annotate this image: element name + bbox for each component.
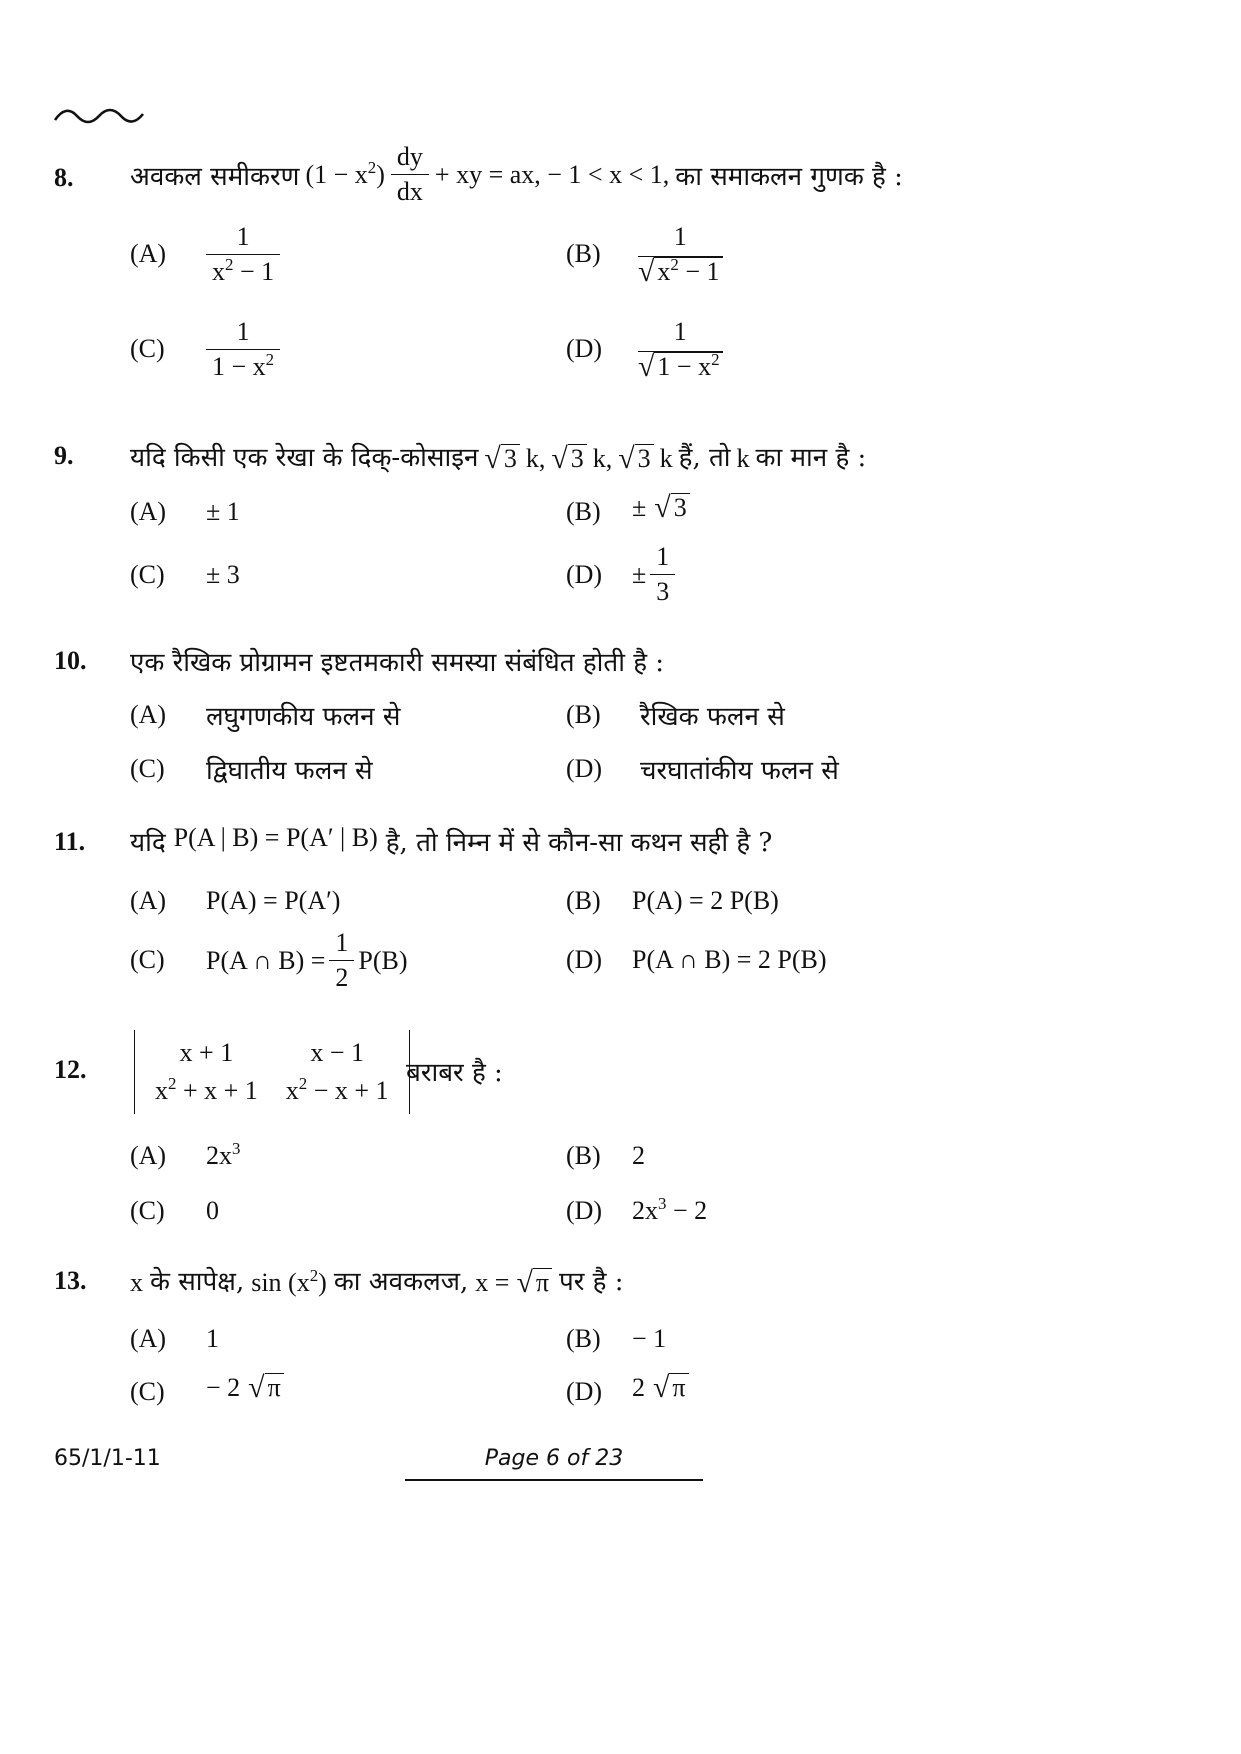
- q13-option-c-value: − 2 √ π: [206, 1373, 284, 1403]
- q13-option-c-label: (C): [130, 1377, 165, 1406]
- question-13-number: 13.: [54, 1266, 87, 1295]
- dy-dx-fraction: $\frac{dy}{dx}$: [391, 142, 429, 207]
- q8-option-a-value: $\frac{1}{x^2 - 1}$: [206, 222, 280, 287]
- q12-option-b-value: 2: [632, 1141, 645, 1170]
- q12-option-c-label: (C): [130, 1196, 165, 1225]
- q13-option-b-label: (B): [566, 1324, 601, 1353]
- paper-code: 65/1/1-11: [54, 1446, 161, 1471]
- q8-option-c-label: (C): [130, 334, 165, 363]
- q10-option-a-label: (A): [130, 700, 167, 729]
- question-9-text: यदि किसी एक रेखा के दिक्-कोसाइन √ 3 k, √ 3 k, √ 3 k हैं, तो k का मान है :: [130, 442, 867, 476]
- q10-option-d-label: (D): [566, 754, 603, 783]
- q8-option-a-label: (A): [130, 239, 167, 268]
- q8-option-b-label: (B): [566, 239, 601, 268]
- question-13-text: x के सापेक्ष, $\sin (x^2)$ का अवकलज, x = √ π पर है :: [130, 1265, 624, 1300]
- wave-ornament-icon: [52, 100, 147, 130]
- det-a12: x − 1: [310, 1038, 364, 1067]
- question-10-number: 10.: [54, 646, 87, 675]
- question-8-number: 8.: [54, 163, 74, 192]
- q12-option-b-label: (B): [566, 1141, 601, 1170]
- q8-option-b-value: 1 √ $x^2 - 1$: [632, 222, 729, 288]
- q8-option-d-value: 1 √ $1 - x^2$: [632, 317, 729, 383]
- footer-rule: [405, 1479, 703, 1481]
- q13-option-d-label: (D): [566, 1377, 603, 1406]
- q11-option-c-value: P(A ∩ B) = $\frac{1}{2}$ P(B): [206, 928, 408, 992]
- page-number: Page 6 of 23: [484, 1446, 624, 1471]
- q11-option-d-value: P(A ∩ B) = 2 P(B): [632, 945, 827, 974]
- det-a11: x + 1: [179, 1038, 234, 1067]
- q11-option-d-label: (D): [566, 945, 603, 974]
- q10-option-b-label: (B): [566, 700, 601, 729]
- q12-option-a-value: $2x^3$: [206, 1138, 241, 1170]
- q13-option-a-value: 1: [206, 1324, 219, 1353]
- q8-option-d-label: (D): [566, 334, 603, 363]
- q9-option-b-label: (B): [566, 497, 601, 526]
- q11-option-a-label: (A): [130, 886, 167, 915]
- q9-option-a-value: ± 1: [206, 497, 240, 526]
- q12-option-a-label: (A): [130, 1141, 167, 1170]
- q9-option-c-label: (C): [130, 560, 165, 589]
- q11-option-a-value: P(A) = P(A′): [206, 886, 341, 915]
- q9-option-d-label: (D): [566, 560, 603, 589]
- question-12-text: बराबर है :: [406, 1058, 503, 1088]
- q11-option-c-label: (C): [130, 945, 165, 974]
- q10-option-a-value: लघुगणकीय फलन से: [206, 702, 401, 732]
- q10-option-c-value: द्विघातीय फलन से: [206, 756, 373, 786]
- q9-option-b-value: ± √ 3: [632, 493, 690, 523]
- question-11-text: यदि P(A | B) = P(A′ | B) है, तो निम्न में से कौन-सा कथन सही है ?: [130, 823, 773, 858]
- q12-option-d-label: (D): [566, 1196, 603, 1225]
- question-10-text: एक रैखिक प्रोग्रामन इष्टतमकारी समस्या संबंधित होती है :: [130, 648, 665, 678]
- q10-option-c-label: (C): [130, 754, 165, 783]
- det-a21: $x^2 + x + 1$: [155, 1073, 258, 1105]
- q13-option-d-value: 2 √ π: [632, 1373, 689, 1403]
- q13-option-a-label: (A): [130, 1324, 167, 1353]
- q11-option-b-label: (B): [566, 886, 601, 915]
- q12-option-d-value: $2x^3 - 2$: [632, 1193, 708, 1225]
- det-a22: $x^2 - x + 1$: [285, 1073, 389, 1105]
- q13-option-b-value: − 1: [632, 1324, 667, 1353]
- question-12-determinant: [134, 1030, 410, 1114]
- q9-option-a-label: (A): [130, 497, 167, 526]
- q10-option-b-value: रैखिक फलन से: [640, 702, 785, 732]
- question-8-text: अवकल समीकरण $(1 - x^2)$ $\frac{dy}{dx}$ + xy = ax, − 1 < x < 1, का समाकलन गुणक है :: [130, 142, 903, 206]
- question-9-number: 9.: [54, 441, 74, 470]
- q9-option-d-value: ± $\frac{1}{3}$: [632, 542, 675, 607]
- q11-option-b-value: P(A) = 2 P(B): [632, 886, 779, 915]
- q10-option-d-value: चरघातांकीय फलन से: [640, 756, 839, 786]
- q8-option-c-value: $\frac{1}{1 - x^2}$: [206, 317, 280, 382]
- q12-option-c-value: 0: [206, 1196, 219, 1225]
- question-12-number: 12.: [54, 1055, 87, 1084]
- q9-option-c-value: ± 3: [206, 560, 240, 589]
- question-11-number: 11.: [54, 827, 86, 856]
